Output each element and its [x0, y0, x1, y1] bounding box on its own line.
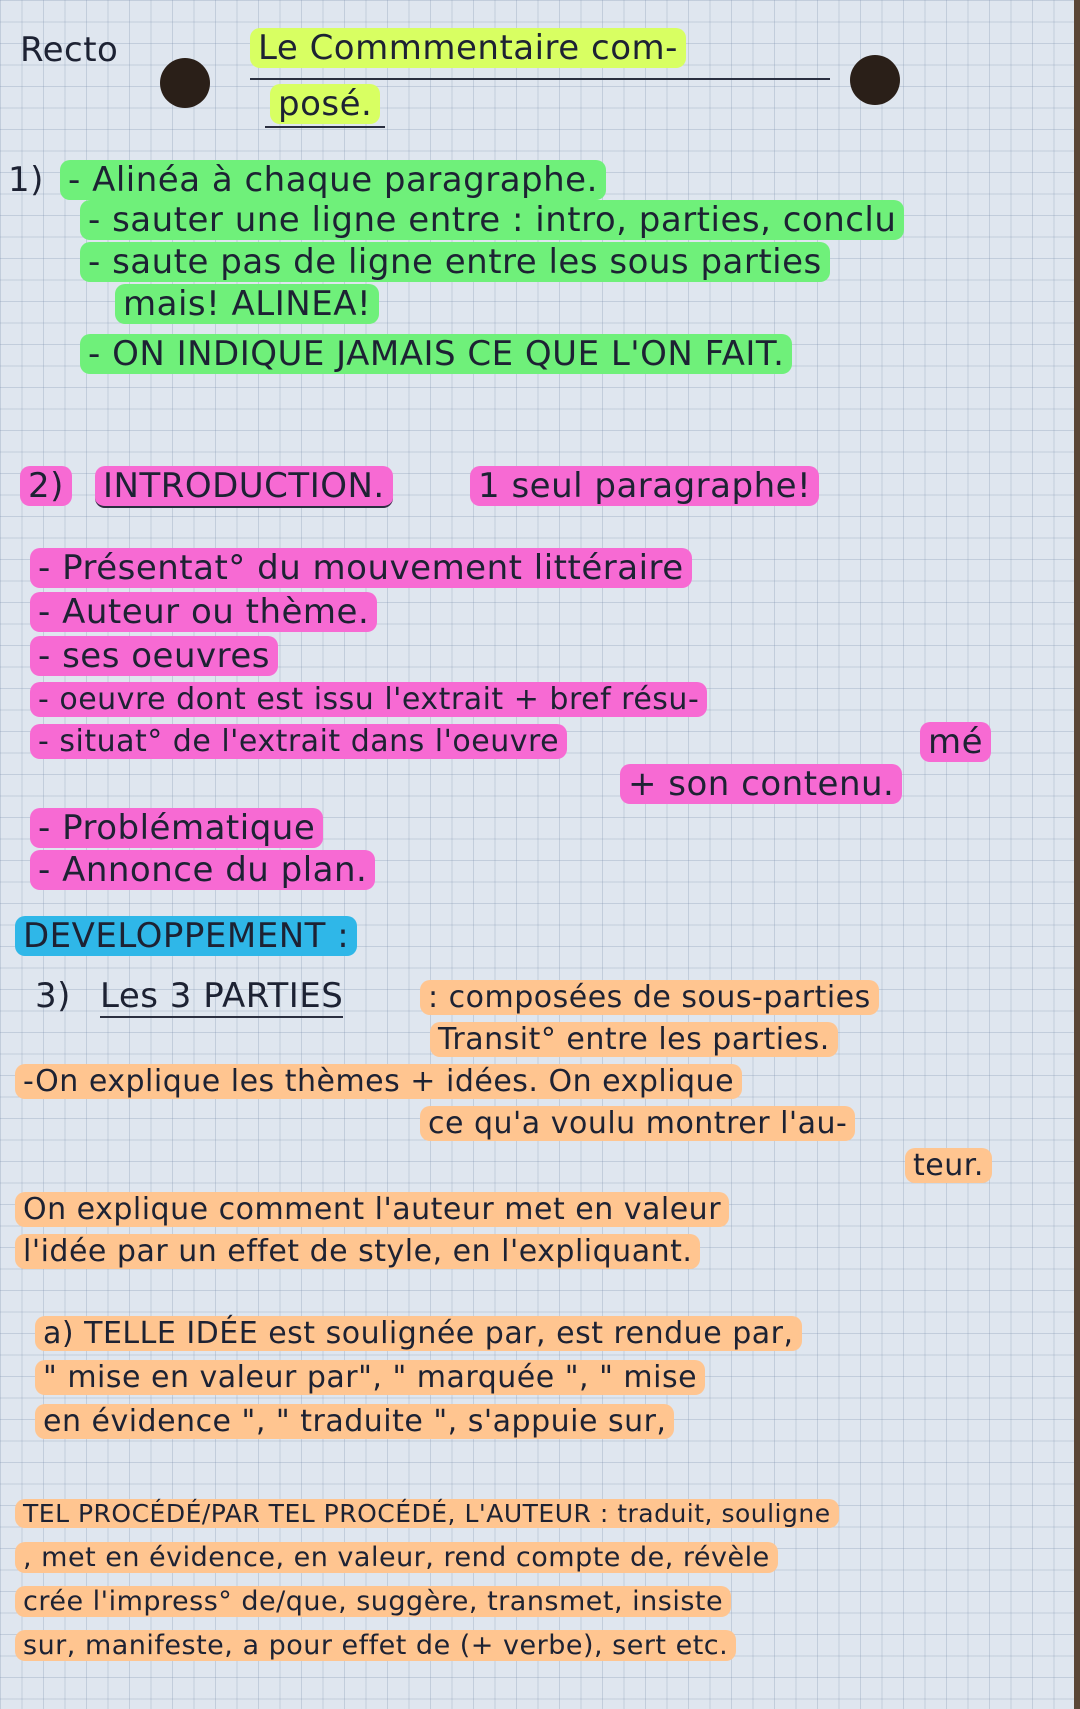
section2-item-5: - situat° de l'extrait dans l'oeuvre — [30, 722, 567, 762]
title-underline-2 — [265, 126, 385, 128]
section2-item-3: - ses oeuvres — [30, 636, 278, 676]
section2-heading: INTRODUCTION. — [95, 466, 393, 506]
subsection-a-line-2: " mise en valeur par", " marquée ", " mise — [35, 1358, 705, 1398]
procede-line-2: , met en évidence, en valeur, rend compte de, révèle — [15, 1538, 778, 1578]
section3-number: 3) — [35, 976, 71, 1016]
section2-item-4: - oeuvre dont est issu l'extrait + bref résu- — [30, 680, 707, 720]
procede-line-1: TEL PROCÉDÉ/PAR TEL PROCÉDÉ, L'AUTEUR : traduit, souligne — [15, 1494, 839, 1534]
section3-line-3: -On explique les thèmes + idées. On explique — [15, 1062, 742, 1102]
section2-item-8: - Annonce du plan. — [30, 850, 375, 890]
punch-hole-left — [160, 58, 210, 108]
section2-item-1: - Présentat° du mouvement littéraire — [30, 548, 692, 588]
page-title-line1: Le Commmentaire com- — [250, 28, 686, 68]
section1-item-5: - ON INDIQUE JAMAIS CE QUE L'ON FAIT. — [80, 334, 792, 374]
section1-item-4: mais! ALINEA! — [115, 284, 379, 324]
section1-item-1: - Alinéa à chaque paragraphe. — [60, 160, 606, 200]
section2-item-7: - Problématique — [30, 808, 323, 848]
procede-line-4: sur, manifeste, a pour effet de (+ verbe), sert etc. — [15, 1626, 736, 1666]
corner-label: Recto — [20, 30, 119, 70]
section2-item-2: - Auteur ou thème. — [30, 592, 377, 632]
section3-heading: Les 3 PARTIES — [100, 976, 344, 1016]
section3-line-4: ce qu'a voulu montrer l'au- — [420, 1104, 855, 1144]
section1-number: 1) — [8, 160, 44, 200]
title-underline — [250, 78, 830, 80]
page-title-line2: posé. — [270, 84, 380, 124]
subsection-a-line-3: en évidence ", " traduite ", s'appuie sur, — [35, 1402, 674, 1442]
punch-hole-right — [850, 55, 900, 105]
development-label: DEVELOPPEMENT : — [15, 916, 357, 956]
section2-note: 1 seul paragraphe! — [470, 466, 819, 506]
section1-item-2: - sauter une ligne entre : intro, parties, conclu — [80, 200, 904, 240]
section3-line-5: teur. — [905, 1146, 992, 1186]
section1-item-3: - saute pas de ligne entre les sous parties — [80, 242, 830, 282]
section3-line-6: On explique comment l'auteur met en valeur — [15, 1190, 729, 1230]
section3-line-2: Transit° entre les parties. — [430, 1020, 838, 1060]
section2-number: 2) — [20, 466, 72, 506]
section2-item-6: + son contenu. — [620, 764, 902, 804]
section3-line-1: : composées de sous-parties — [420, 978, 879, 1018]
section3-line-7: l'idée par un effet de style, en l'expliquant. — [15, 1232, 700, 1272]
subsection-a-line-1: a) TELLE IDÉE est soulignée par, est rendue par, — [35, 1314, 802, 1354]
procede-line-3: crée l'impress° de/que, suggère, transmet, insiste — [15, 1582, 731, 1622]
section2-item-5-continuation: mé — [920, 722, 991, 762]
